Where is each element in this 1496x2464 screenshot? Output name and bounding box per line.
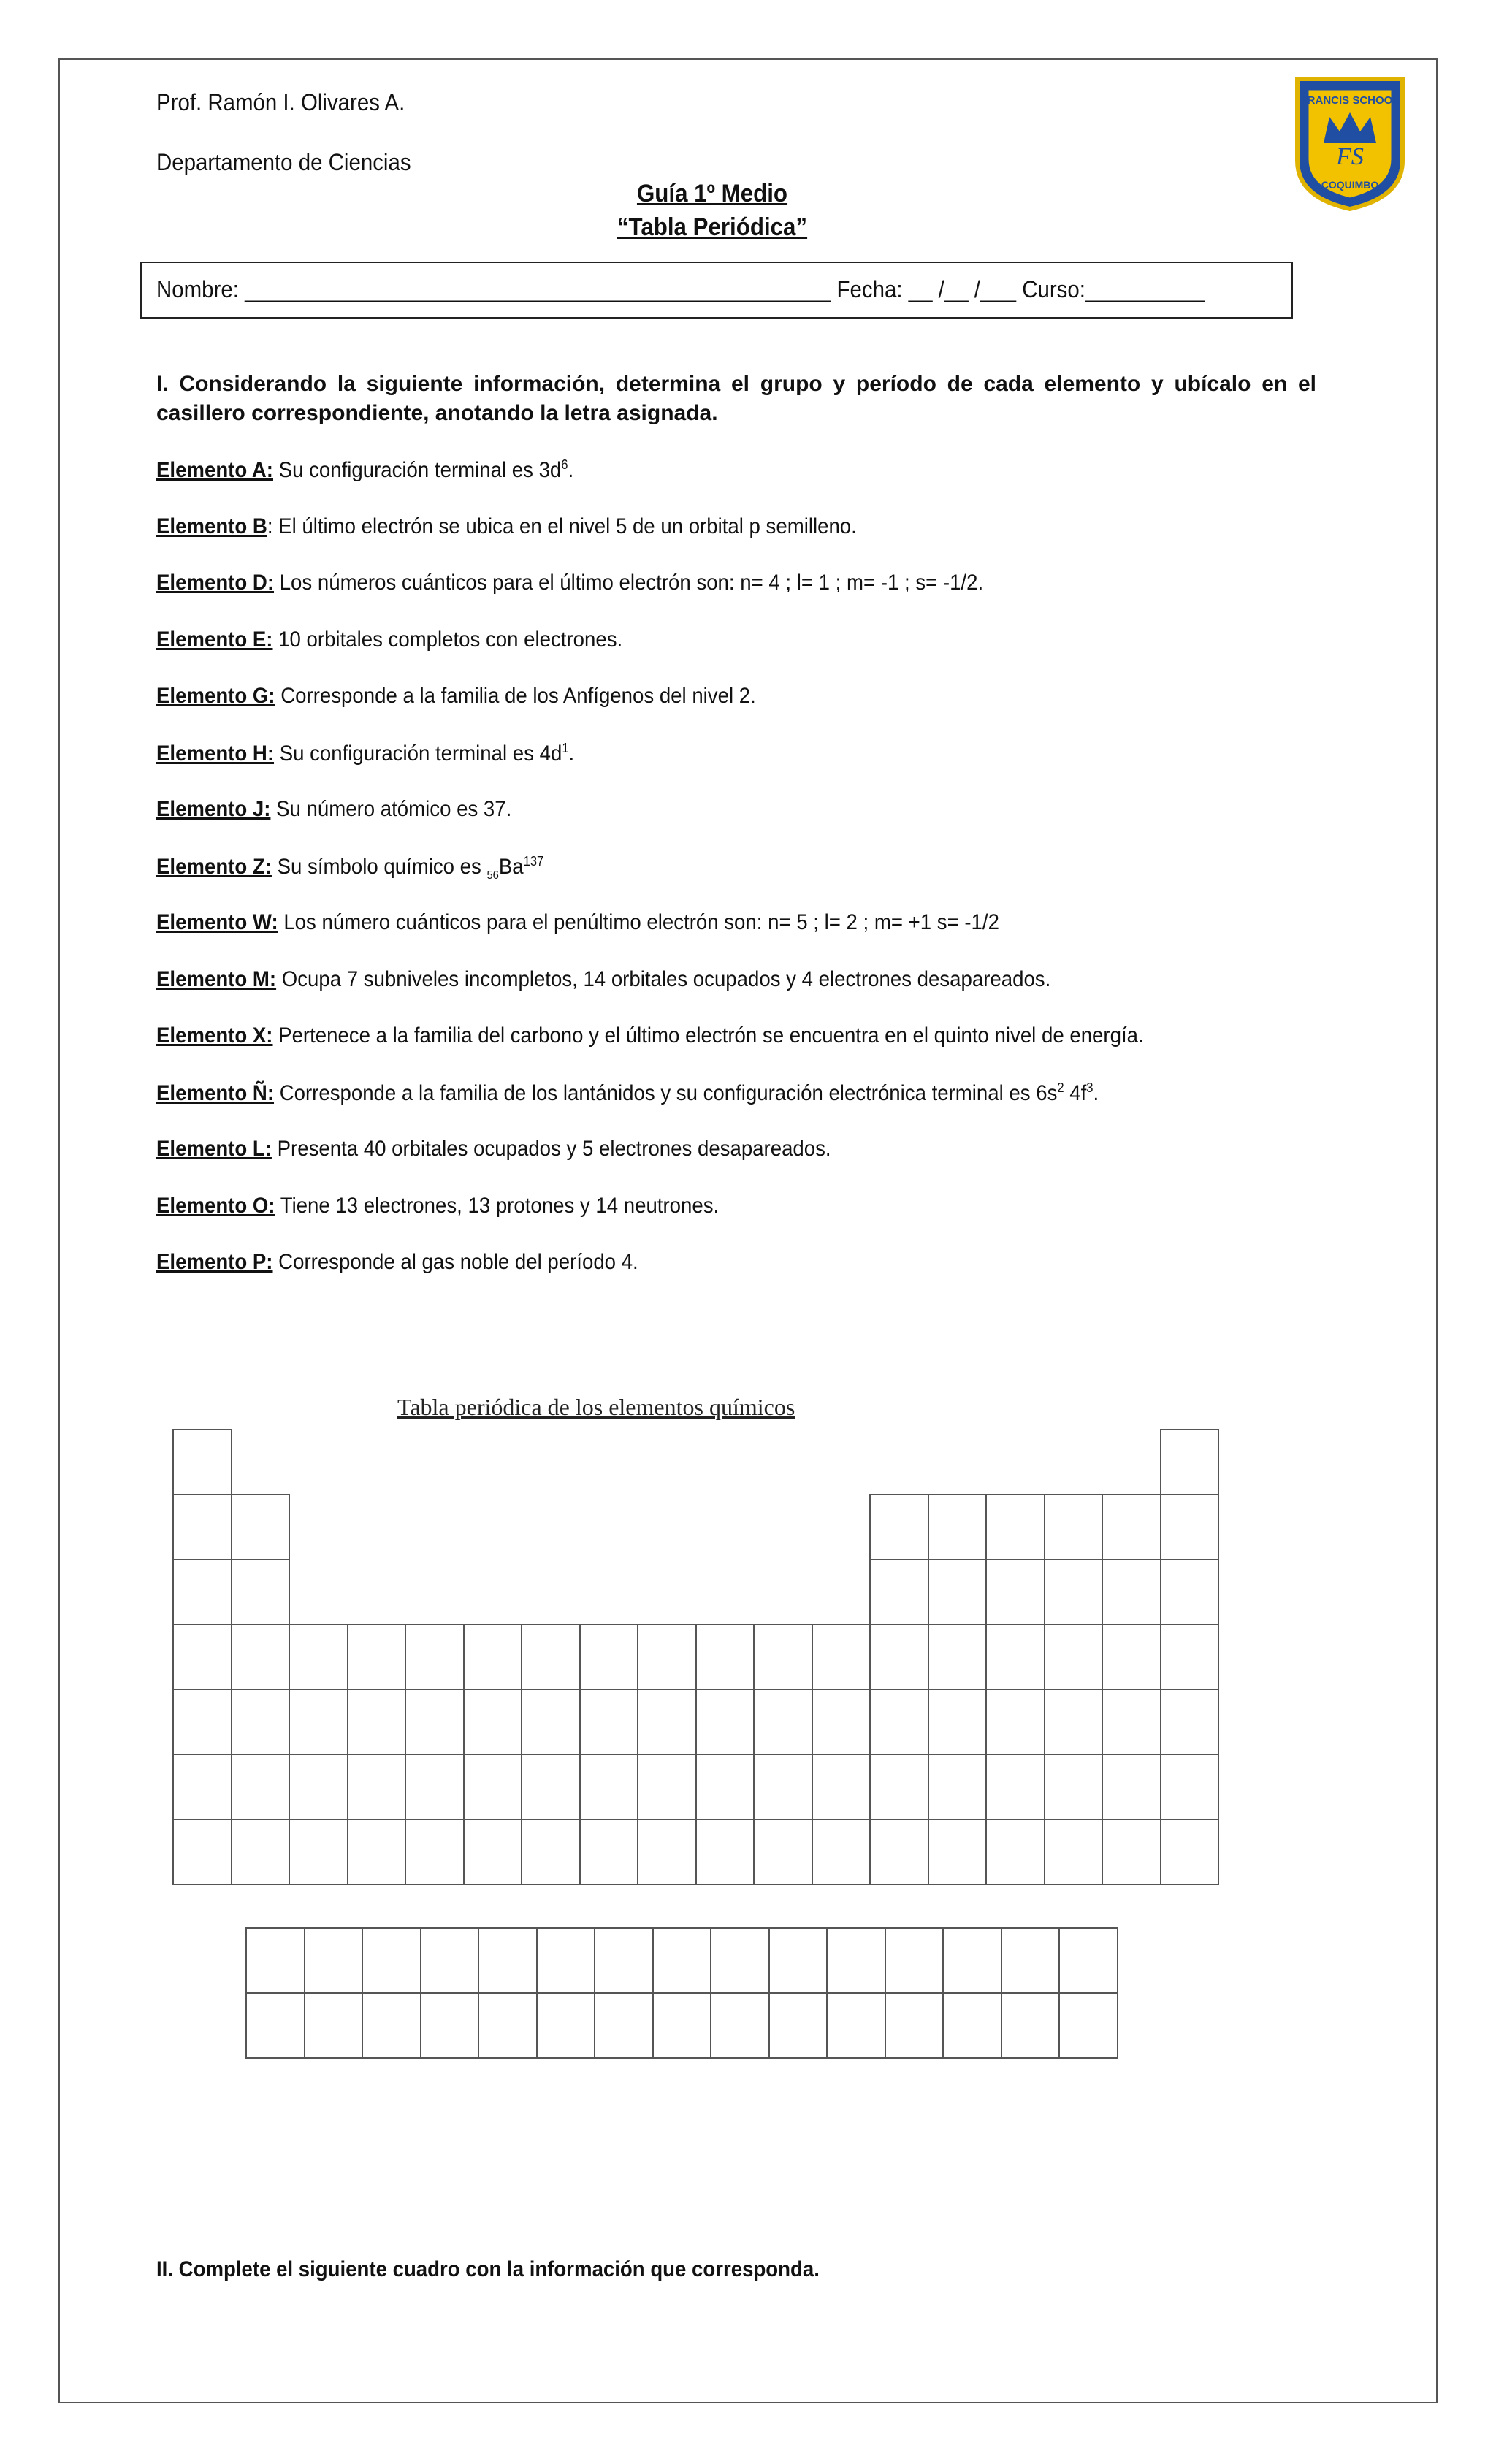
table-cell[interactable] xyxy=(637,1819,697,1885)
f-block-cell[interactable] xyxy=(826,1927,886,1994)
f-block-cell[interactable] xyxy=(1001,1992,1061,2059)
table-cell[interactable] xyxy=(579,1819,639,1885)
table-cell[interactable] xyxy=(172,1754,232,1820)
f-block-cell[interactable] xyxy=(420,1992,480,2059)
table-cell[interactable] xyxy=(289,1819,348,1885)
table-cell[interactable] xyxy=(231,1689,291,1755)
f-block-cell[interactable] xyxy=(768,1927,828,1994)
f-block-cell[interactable] xyxy=(536,1992,596,2059)
svg-text:FRANCIS SCHOOL: FRANCIS SCHOOL xyxy=(1300,94,1400,107)
table-cell[interactable] xyxy=(1102,1819,1161,1885)
table-cell[interactable] xyxy=(1102,1494,1161,1560)
table-cell[interactable] xyxy=(231,1494,291,1560)
guide-subtitle: “Tabla Periódica” xyxy=(617,213,808,241)
table-cell[interactable] xyxy=(928,1494,988,1560)
svg-text:COQUIMBO: COQUIMBO xyxy=(1321,179,1379,191)
element-clue: Elemento G: Corresponde a la familia de los Anfígenos del nivel 2. xyxy=(156,684,756,708)
table-cell[interactable] xyxy=(347,1819,407,1885)
table-cell[interactable] xyxy=(405,1819,465,1885)
table-cell[interactable] xyxy=(1102,1559,1161,1625)
table-cell[interactable] xyxy=(463,1754,523,1820)
table-cell[interactable] xyxy=(637,1624,697,1690)
table-cell[interactable] xyxy=(289,1689,348,1755)
guide-title: Guía 1º Medio xyxy=(636,180,788,207)
table-cell[interactable] xyxy=(985,1494,1045,1560)
f-block-cell[interactable] xyxy=(1058,1927,1118,1994)
f-block-cell[interactable] xyxy=(304,1992,364,2059)
f-block-cell[interactable] xyxy=(594,1992,654,2059)
element-clue: Elemento M: Ocupa 7 subniveles incompletos, 14 orbitales ocupados y 4 electrones desapareados. xyxy=(156,966,1051,991)
table-cell[interactable] xyxy=(695,1819,755,1885)
table-cell[interactable] xyxy=(1044,1559,1104,1625)
table-cell[interactable] xyxy=(172,1689,232,1755)
table-cell[interactable] xyxy=(347,1624,407,1690)
section1-instruction: I. Considerando la siguiente información, determina el grupo y período de cada elemento y ubícalo en el casillero correspondiente, anotando la letra asignada. xyxy=(156,372,1316,425)
table-cell[interactable] xyxy=(1044,1754,1104,1820)
f-block-cell[interactable] xyxy=(362,1927,421,1994)
table-cell[interactable] xyxy=(753,1624,813,1690)
table-cell[interactable] xyxy=(928,1624,988,1690)
table-cell[interactable] xyxy=(869,1819,929,1885)
table-cell[interactable] xyxy=(1044,1819,1104,1885)
table-cell[interactable] xyxy=(928,1754,988,1820)
element-clue: Elemento O: Tiene 13 electrones, 13 protones y 14 neutrones. xyxy=(156,1193,720,1218)
f-block-cell[interactable] xyxy=(536,1927,596,1994)
table-cell[interactable] xyxy=(1044,1494,1104,1560)
table-cell[interactable] xyxy=(1160,1429,1220,1495)
element-label: Elemento W: xyxy=(156,910,278,934)
element-label: Elemento J: xyxy=(156,797,271,821)
table-cell[interactable] xyxy=(637,1754,697,1820)
table-cell[interactable] xyxy=(1044,1689,1104,1755)
element-label: Elemento Ñ: xyxy=(156,1080,275,1105)
f-block-cell[interactable] xyxy=(710,1927,770,1994)
element-label: Elemento M: xyxy=(156,966,277,991)
table-cell[interactable] xyxy=(812,1754,871,1820)
f-block-cell[interactable] xyxy=(768,1992,828,2059)
element-clue: Elemento D: Los números cuánticos para el último electrón son: n= 4 ; l= 1 ; m= -1 ; s= -1/2. xyxy=(156,571,984,595)
department-name: Departamento de Ciencias xyxy=(156,149,411,175)
f-block-cell[interactable] xyxy=(942,1992,1002,2059)
f-block-cell[interactable] xyxy=(942,1927,1002,1994)
f-block-cell[interactable] xyxy=(1001,1927,1061,1994)
table-cell[interactable] xyxy=(463,1624,523,1690)
f-block-cell[interactable] xyxy=(710,1992,770,2059)
table-cell[interactable] xyxy=(985,1624,1045,1690)
element-label: Elemento E: xyxy=(156,627,273,652)
section2-instruction: II. Complete el siguiente cuadro con la información que corresponda. xyxy=(156,2257,820,2281)
table-cell[interactable] xyxy=(521,1689,581,1755)
table-cell[interactable] xyxy=(753,1689,813,1755)
element-clue: Elemento P: Corresponde al gas noble del período 4. xyxy=(156,1250,638,1274)
table-cell[interactable] xyxy=(463,1819,523,1885)
element-label: Elemento A: xyxy=(156,458,273,482)
table-cell[interactable] xyxy=(231,1819,291,1885)
element-clue: Elemento B: El último electrón se ubica en el nivel 5 de un orbital p semilleno. xyxy=(156,514,857,538)
table-cell[interactable] xyxy=(463,1689,523,1755)
element-label: Elemento B xyxy=(156,514,267,538)
f-block-cell[interactable] xyxy=(420,1927,480,1994)
f-block-cell[interactable] xyxy=(652,1927,712,1994)
name-date-course-line[interactable]: Nombre: _________________________________________________ Fecha: __ /__ /___ Curso:__________ xyxy=(156,276,1205,302)
element-label: Elemento L: xyxy=(156,1137,272,1161)
table-cell[interactable] xyxy=(231,1624,291,1690)
table-cell[interactable] xyxy=(869,1494,929,1560)
f-block-cell[interactable] xyxy=(304,1927,364,1994)
table-cell[interactable] xyxy=(869,1689,929,1755)
table-cell[interactable] xyxy=(985,1819,1045,1885)
table-cell[interactable] xyxy=(869,1754,929,1820)
table-cell[interactable] xyxy=(405,1624,465,1690)
f-block-cell[interactable] xyxy=(362,1992,421,2059)
element-clue: Elemento Z: Su símbolo químico es $_{56}Ba^{137}$ xyxy=(156,853,544,882)
f-block-cell[interactable] xyxy=(885,1927,944,1994)
element-clue: Elemento W: Los número cuánticos para el penúltimo electrón son: n= 5 ; l= 2 ; m= +1 s= -1/2 xyxy=(156,910,999,934)
f-block-cell[interactable] xyxy=(478,1927,538,1994)
f-block-cell[interactable] xyxy=(245,1927,305,1994)
element-label: Elemento H: xyxy=(156,741,275,766)
table-cell[interactable] xyxy=(753,1754,813,1820)
element-clue: Elemento L: Presenta 40 orbitales ocupados y 5 electrones desapareados. xyxy=(156,1137,831,1161)
table-cell[interactable] xyxy=(521,1819,581,1885)
element-clue: Elemento X: Pertenece a la familia del carbono y el último electrón se encuentra en el quinto nivel de energía. xyxy=(156,1023,1144,1048)
table-cell[interactable] xyxy=(172,1559,232,1625)
f-block-cell[interactable] xyxy=(652,1992,712,2059)
f-block-cell[interactable] xyxy=(885,1992,944,2059)
table-cell[interactable] xyxy=(695,1624,755,1690)
table-cell[interactable] xyxy=(1102,1624,1161,1690)
periodic-table-title: Tabla periódica de los elementos químicos xyxy=(397,1394,795,1420)
f-block-cell[interactable] xyxy=(594,1927,654,1994)
table-cell[interactable] xyxy=(1160,1689,1220,1755)
table-cell[interactable] xyxy=(1160,1819,1220,1885)
element-clue: Elemento A: Su configuración terminal es $3d^6$. xyxy=(156,457,574,482)
table-cell[interactable] xyxy=(812,1819,871,1885)
table-cell[interactable] xyxy=(928,1689,988,1755)
table-cell[interactable] xyxy=(869,1559,929,1625)
element-label: Elemento O: xyxy=(156,1193,275,1218)
school-crest-logo xyxy=(1291,73,1408,212)
element-label: Elemento D: xyxy=(156,571,275,595)
table-cell[interactable] xyxy=(1102,1689,1161,1755)
student-info-box xyxy=(140,262,1293,319)
table-cell[interactable] xyxy=(231,1559,291,1625)
table-cell[interactable] xyxy=(405,1754,465,1820)
table-cell[interactable] xyxy=(928,1559,988,1625)
f-block-cell[interactable] xyxy=(478,1992,538,2059)
table-cell[interactable] xyxy=(289,1754,348,1820)
table-cell[interactable] xyxy=(579,1754,639,1820)
table-cell[interactable] xyxy=(172,1624,232,1690)
table-cell[interactable] xyxy=(172,1494,232,1560)
professor-name: Prof. Ramón I. Olivares A. xyxy=(156,89,405,115)
table-cell[interactable] xyxy=(812,1624,871,1690)
table-cell[interactable] xyxy=(869,1624,929,1690)
f-block-cell[interactable] xyxy=(245,1992,305,2059)
element-label: Elemento P: xyxy=(156,1250,273,1274)
table-cell[interactable] xyxy=(289,1624,348,1690)
table-cell[interactable] xyxy=(1160,1754,1220,1820)
table-cell[interactable] xyxy=(521,1624,581,1690)
table-cell[interactable] xyxy=(1102,1754,1161,1820)
element-clue: Elemento H: Su configuración terminal es $4d^1$. xyxy=(156,740,575,766)
element-clue: Elemento Ñ: Corresponde a la familia de los lantánidos y su configuración electrónica terminal es $6s^2$ $4f^3$. xyxy=(156,1080,1099,1105)
element-label: Elemento Z: xyxy=(156,854,272,879)
table-cell[interactable] xyxy=(1044,1624,1104,1690)
table-cell[interactable] xyxy=(1160,1624,1220,1690)
table-cell[interactable] xyxy=(172,1429,232,1495)
table-cell[interactable] xyxy=(928,1819,988,1885)
table-cell[interactable] xyxy=(347,1689,407,1755)
table-cell[interactable] xyxy=(579,1624,639,1690)
table-cell[interactable] xyxy=(637,1689,697,1755)
table-cell[interactable] xyxy=(695,1754,755,1820)
table-cell[interactable] xyxy=(1160,1494,1220,1560)
element-label: Elemento G: xyxy=(156,684,275,708)
table-cell[interactable] xyxy=(695,1689,755,1755)
table-cell[interactable] xyxy=(985,1689,1045,1755)
table-cell[interactable] xyxy=(985,1754,1045,1820)
table-cell[interactable] xyxy=(753,1819,813,1885)
element-label: Elemento X: xyxy=(156,1023,273,1048)
f-block-cell[interactable] xyxy=(826,1992,886,2059)
f-block-cell[interactable] xyxy=(1058,1992,1118,2059)
table-cell[interactable] xyxy=(985,1559,1045,1625)
table-cell[interactable] xyxy=(347,1754,407,1820)
svg-text:FS: FS xyxy=(1336,143,1364,170)
table-cell[interactable] xyxy=(1160,1559,1220,1625)
element-clue: Elemento E: 10 orbitales completos con electrones. xyxy=(156,627,623,652)
element-clue: Elemento J: Su número atómico es 37. xyxy=(156,797,512,821)
table-cell[interactable] xyxy=(405,1689,465,1755)
table-cell[interactable] xyxy=(172,1819,232,1885)
table-cell[interactable] xyxy=(231,1754,291,1820)
table-cell[interactable] xyxy=(521,1754,581,1820)
table-cell[interactable] xyxy=(579,1689,639,1755)
table-cell[interactable] xyxy=(812,1689,871,1755)
